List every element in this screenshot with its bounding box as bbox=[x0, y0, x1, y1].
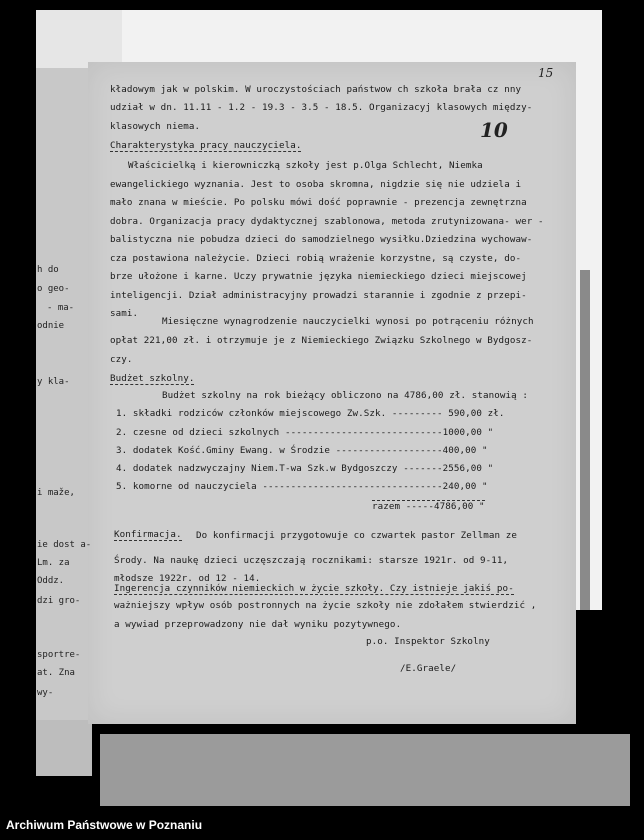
left-fragment: dzi gro- bbox=[37, 596, 81, 606]
left-fragment: at. Zna bbox=[37, 668, 75, 678]
text-line: mało znana w mieście. Po polsku mówi dość poprawnie - prezencja zewnętrzna bbox=[110, 197, 527, 208]
text-line: cza postawiona należycie. Dzieci robią wrażenie korzystne, są czyste, do- bbox=[110, 253, 522, 264]
text-line: Miesięczne wynagrodzenie nauczycielki wynosi po potrąceniu różnych bbox=[162, 316, 534, 327]
text-line: balistyczna nie pobudza dzieci do samodzielnego wysiłku.Dziedzina wychowaw- bbox=[110, 234, 533, 245]
page-edge bbox=[580, 270, 590, 610]
text-line: inteligencji. Dział administracyjny prowadzi starannie i zgodnie z przepi- bbox=[110, 290, 527, 301]
text-line: opłat 221,00 zł. i otrzymuje je z Niemieckiego Związku Szkolnego w Bydgosz- bbox=[110, 335, 533, 346]
budget-item: 4. dodatek nadzwyczajny Niem.T-wa Szk.w Bydgoszczy -------2556,00 " bbox=[116, 463, 494, 474]
section-heading-teacher: Charakterystyka pracy nauczyciela. bbox=[110, 140, 302, 151]
budget-item: 2. czesne od dzieci szkolnych ----------------------------1000,00 " bbox=[116, 427, 494, 438]
left-fragment: ie dost a- bbox=[37, 540, 92, 550]
left-fragment: wy- bbox=[37, 688, 54, 698]
text-line: młodsze 1922r. od 12 - 14. bbox=[114, 573, 261, 584]
text-line: Właścicielką i kierowniczką szkoły jest p.Olga Schlecht, Niemka bbox=[128, 160, 483, 171]
archive-caption: Archiwum Państwowe w Poznaniu bbox=[6, 818, 203, 832]
budget-total: razem -----4786,00 " bbox=[372, 501, 485, 512]
left-fragment: o geo- bbox=[37, 284, 70, 294]
left-fragment: i maže, bbox=[37, 488, 75, 498]
text-line: Środy. Na naukę dzieci uczęszczają rocznikami: starsze 1921r. od 9-11, bbox=[114, 555, 509, 566]
left-fragment: Lm. za bbox=[37, 558, 70, 568]
page-number-handwritten: 10 bbox=[480, 118, 508, 142]
left-fragment: h do bbox=[37, 265, 59, 275]
text-line: sami. bbox=[110, 308, 139, 319]
text-line: ważniejszy wpływ osób postronnych na życie szkoły nie zdołałem stwierdzić , bbox=[114, 600, 537, 611]
left-fragment: - ma- bbox=[47, 303, 75, 313]
text-line: czy. bbox=[110, 354, 133, 365]
text-line: kładowym jak w polskim. W uroczystościach państwow ch szkoła brała cz nny bbox=[110, 84, 522, 95]
bottom-strip bbox=[100, 734, 630, 806]
left-fragment: sportre- bbox=[37, 650, 81, 660]
signature-name: /E.Graele/ bbox=[400, 663, 457, 674]
budget-item: 3. dodatek Kość.Gminy Ewang. w Środzie -------------------400,00 " bbox=[116, 445, 488, 456]
page-number-stamp: 15 bbox=[538, 66, 554, 80]
section-heading-interference: Ingerencja czynników niemieckich w życie szkoły. Czy istnieje jakiś po- bbox=[114, 583, 514, 594]
text-line: klasowych niema. bbox=[110, 121, 201, 132]
text-line: dobra. Organizacja pracy dydaktycznej szablonowa, metoda zrutynizowana- wer - bbox=[110, 216, 544, 227]
signature-title: p.o. Inspektor Szkolny bbox=[366, 636, 490, 647]
text-line: ewangelickiego wyznania. Jest to osoba skromna, nigdzie się nie udziela i bbox=[110, 179, 522, 190]
left-page-tab bbox=[36, 720, 92, 776]
text-line: udział w dn. 11.11 - 1.2 - 19.3 - 3.5 - 18.5. Organizacyj klasowych między- bbox=[110, 102, 533, 113]
text-line: Do konfirmacji przygotowuje co czwartek pastor Zellman ze bbox=[196, 530, 517, 541]
budget-item: 5. komorne od nauczyciela --------------------------------240,00 " bbox=[116, 481, 488, 492]
section-heading-budget: Budżet szkolny. bbox=[110, 373, 195, 384]
budget-item: 1. składki rodziców członków miejscowego Zw.Szk. --------- 590,00 zł. bbox=[116, 408, 505, 419]
left-fragment: odnie bbox=[37, 321, 65, 331]
text-line: a wywiad przeprowadzony nie dał wyniku pozytywnego. bbox=[114, 619, 402, 630]
section-heading-confirmation: Konfirmacja. bbox=[114, 529, 182, 540]
top-left-strip bbox=[36, 10, 122, 70]
left-fragment: y kla- bbox=[37, 377, 70, 387]
left-fragment: Oddz. bbox=[37, 576, 65, 586]
text-line: Budżet szkolny na rok bieżący obliczono na 4786,00 zł. stanowią : bbox=[162, 390, 529, 401]
left-page-fragment bbox=[36, 68, 92, 720]
text-line: brze ułożone i karne. Uczy prywatnie języka niemieckiego dzieci miejscowej bbox=[110, 271, 527, 282]
